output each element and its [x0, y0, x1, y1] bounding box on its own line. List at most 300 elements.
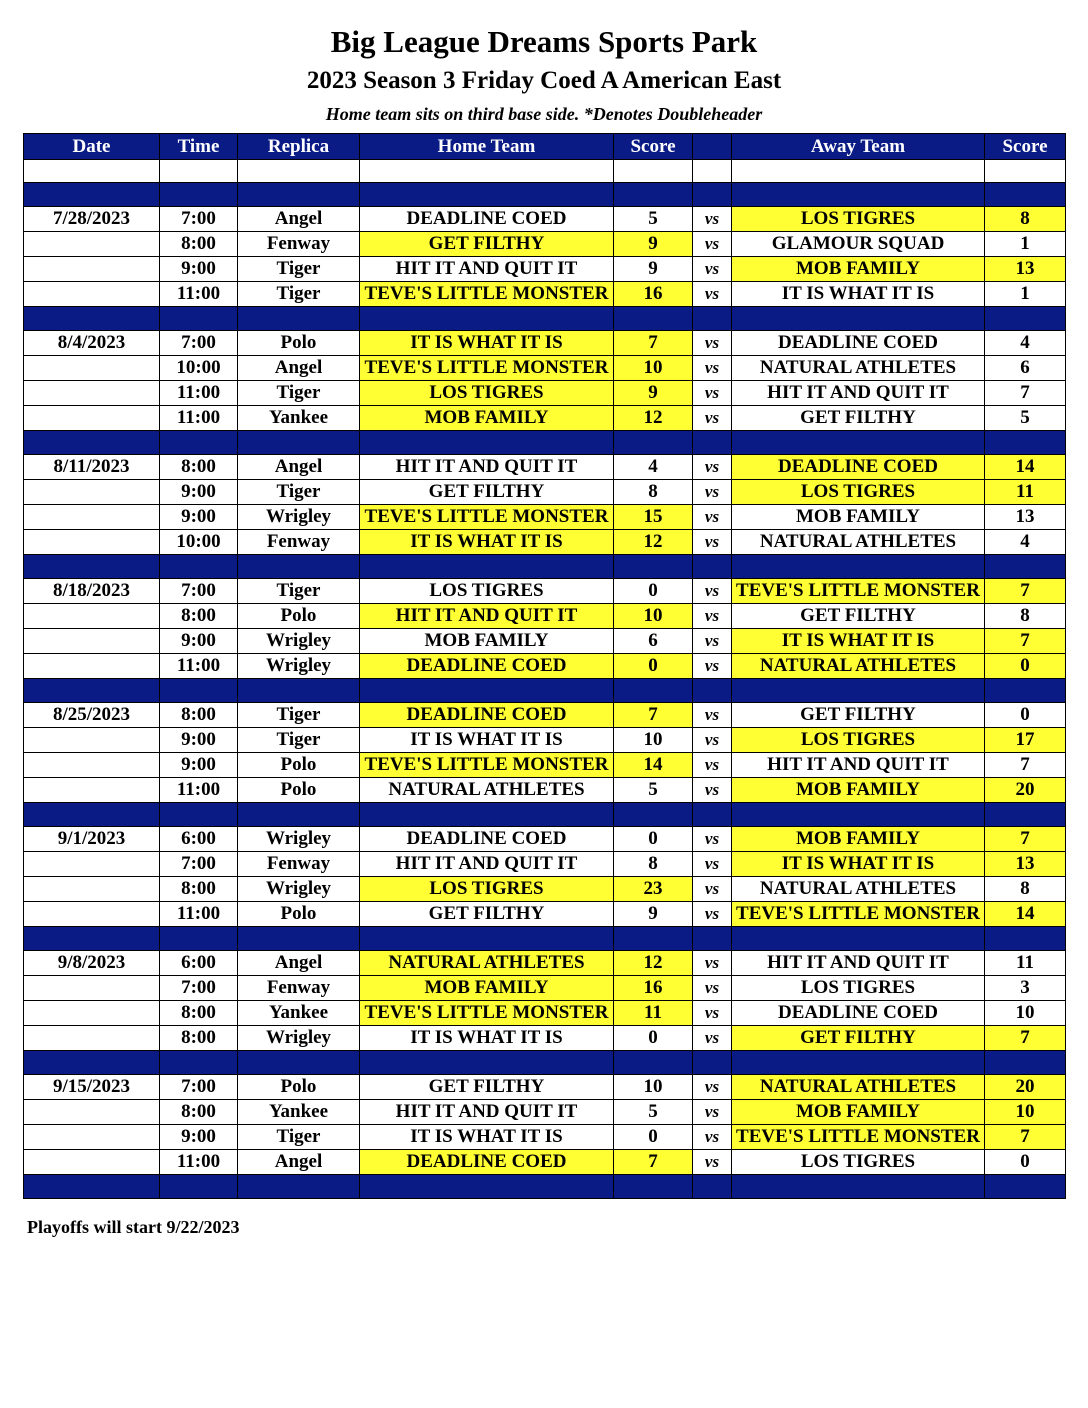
spacer-cell — [160, 183, 238, 207]
home-team: HIT IT AND QUIT IT — [360, 604, 614, 629]
game-time: 8:00 — [160, 703, 238, 728]
spacer-cell — [693, 307, 732, 331]
column-header-away-team: Away Team — [732, 134, 985, 160]
away-team: MOB FAMILY — [732, 778, 985, 803]
game-date — [24, 356, 160, 381]
game-row — [24, 232, 1066, 257]
game-row — [24, 877, 1066, 902]
spacer-cell — [238, 803, 360, 827]
week-divider-band — [24, 927, 1066, 951]
away-score: 11 — [985, 951, 1066, 976]
away-score: 20 — [985, 778, 1066, 803]
game-row — [24, 1026, 1066, 1051]
away-score: 17 — [985, 728, 1066, 753]
home-team: TEVE'S LITTLE MONSTER — [360, 1001, 614, 1026]
vs-label: vs — [693, 852, 732, 877]
spacer-cell — [614, 679, 693, 703]
away-team: DEADLINE COED — [732, 331, 985, 356]
game-time: 9:00 — [160, 480, 238, 505]
game-row — [24, 654, 1066, 679]
home-score: 10 — [614, 1075, 693, 1100]
game-row — [24, 406, 1066, 431]
home-team: DEADLINE COED — [360, 654, 614, 679]
home-team: HIT IT AND QUIT IT — [360, 852, 614, 877]
away-score: 7 — [985, 1125, 1066, 1150]
game-replica-field: Polo — [238, 902, 360, 927]
spacer-cell — [985, 679, 1066, 703]
spacer-cell — [238, 307, 360, 331]
away-team: DEADLINE COED — [732, 1001, 985, 1026]
spacer-cell — [238, 160, 360, 183]
game-date — [24, 753, 160, 778]
away-team: IT IS WHAT IT IS — [732, 629, 985, 654]
game-replica-field: Tiger — [238, 257, 360, 282]
away-team: MOB FAMILY — [732, 505, 985, 530]
spacer-cell — [732, 307, 985, 331]
away-score: 14 — [985, 455, 1066, 480]
game-date: 9/15/2023 — [24, 1075, 160, 1100]
away-team: HIT IT AND QUIT IT — [732, 951, 985, 976]
away-team: DEADLINE COED — [732, 455, 985, 480]
game-date — [24, 282, 160, 307]
column-header-date: Date — [24, 134, 160, 160]
home-score: 16 — [614, 282, 693, 307]
home-score: 8 — [614, 480, 693, 505]
spacer-cell — [614, 160, 693, 183]
spacer-cell — [238, 1175, 360, 1199]
home-score: 0 — [614, 654, 693, 679]
away-team: GLAMOUR SQUAD — [732, 232, 985, 257]
home-team: HIT IT AND QUIT IT — [360, 455, 614, 480]
spacer-cell — [693, 555, 732, 579]
game-replica-field: Tiger — [238, 703, 360, 728]
spacer-cell — [360, 555, 614, 579]
week-divider-band — [24, 679, 1066, 703]
vs-label: vs — [693, 381, 732, 406]
game-replica-field: Tiger — [238, 480, 360, 505]
away-team: IT IS WHAT IT IS — [732, 852, 985, 877]
game-row — [24, 852, 1066, 877]
spacer-cell — [360, 803, 614, 827]
away-score: 1 — [985, 232, 1066, 257]
game-row — [24, 480, 1066, 505]
game-date — [24, 480, 160, 505]
spacer-cell — [360, 160, 614, 183]
vs-label: vs — [693, 654, 732, 679]
home-score: 5 — [614, 778, 693, 803]
away-score: 7 — [985, 827, 1066, 852]
spacer-cell — [614, 1175, 693, 1199]
vs-label: vs — [693, 579, 732, 604]
home-score: 16 — [614, 976, 693, 1001]
home-score: 0 — [614, 827, 693, 852]
game-row — [24, 976, 1066, 1001]
game-time: 8:00 — [160, 604, 238, 629]
home-score: 4 — [614, 455, 693, 480]
game-time: 11:00 — [160, 381, 238, 406]
vs-label: vs — [693, 902, 732, 927]
game-replica-field: Wrigley — [238, 654, 360, 679]
game-replica-field: Polo — [238, 331, 360, 356]
vs-label: vs — [693, 1125, 732, 1150]
home-team: IT IS WHAT IT IS — [360, 1125, 614, 1150]
home-team: DEADLINE COED — [360, 827, 614, 852]
away-score: 11 — [985, 480, 1066, 505]
away-score: 13 — [985, 852, 1066, 877]
game-date — [24, 505, 160, 530]
home-score: 10 — [614, 728, 693, 753]
spacer-cell — [693, 1175, 732, 1199]
spacer-cell — [238, 927, 360, 951]
week-divider-band — [24, 307, 1066, 331]
game-row — [24, 827, 1066, 852]
away-team: LOS TIGRES — [732, 976, 985, 1001]
spacer-cell — [985, 555, 1066, 579]
game-row — [24, 356, 1066, 381]
game-replica-field: Wrigley — [238, 505, 360, 530]
spacer-cell — [360, 307, 614, 331]
away-score: 10 — [985, 1100, 1066, 1125]
game-date: 8/4/2023 — [24, 331, 160, 356]
game-time: 7:00 — [160, 852, 238, 877]
game-date — [24, 232, 160, 257]
game-time: 7:00 — [160, 331, 238, 356]
vs-label: vs — [693, 282, 732, 307]
spacer-cell — [24, 555, 160, 579]
home-score: 7 — [614, 1150, 693, 1175]
spacer-cell — [985, 803, 1066, 827]
away-score: 20 — [985, 1075, 1066, 1100]
vs-label: vs — [693, 827, 732, 852]
game-time: 8:00 — [160, 1026, 238, 1051]
spacer-cell — [732, 1051, 985, 1075]
home-team: TEVE'S LITTLE MONSTER — [360, 505, 614, 530]
game-date: 9/8/2023 — [24, 951, 160, 976]
game-time: 10:00 — [160, 530, 238, 555]
away-score: 14 — [985, 902, 1066, 927]
home-score: 12 — [614, 530, 693, 555]
home-score: 11 — [614, 1001, 693, 1026]
column-header-away-score: Score — [985, 134, 1066, 160]
game-time: 8:00 — [160, 232, 238, 257]
spacer-cell — [614, 1051, 693, 1075]
vs-label: vs — [693, 207, 732, 232]
spacer-cell — [160, 679, 238, 703]
game-time: 9:00 — [160, 629, 238, 654]
spacer-cell — [24, 927, 160, 951]
game-replica-field: Fenway — [238, 232, 360, 257]
vs-label: vs — [693, 455, 732, 480]
column-header-replica: Replica — [238, 134, 360, 160]
home-team: MOB FAMILY — [360, 629, 614, 654]
vs-label: vs — [693, 976, 732, 1001]
game-date — [24, 1026, 160, 1051]
vs-label: vs — [693, 1026, 732, 1051]
spacer-cell — [160, 803, 238, 827]
game-time: 8:00 — [160, 1100, 238, 1125]
game-row — [24, 753, 1066, 778]
home-team: GET FILTHY — [360, 902, 614, 927]
spacer-cell — [693, 431, 732, 455]
spacer-cell — [693, 1051, 732, 1075]
home-team: DEADLINE COED — [360, 1150, 614, 1175]
vs-label: vs — [693, 356, 732, 381]
spacer-cell — [693, 927, 732, 951]
spacer-cell — [360, 183, 614, 207]
game-row — [24, 703, 1066, 728]
game-time: 9:00 — [160, 1125, 238, 1150]
vs-label: vs — [693, 778, 732, 803]
away-score: 13 — [985, 257, 1066, 282]
page-title: Big League Dreams Sports Park — [330, 24, 758, 59]
game-date — [24, 976, 160, 1001]
game-replica-field: Yankee — [238, 406, 360, 431]
spacer-cell — [360, 927, 614, 951]
vs-label: vs — [693, 331, 732, 356]
game-date — [24, 381, 160, 406]
away-team: MOB FAMILY — [732, 827, 985, 852]
spacer-cell — [614, 431, 693, 455]
spacer-cell — [24, 803, 160, 827]
game-date — [24, 877, 160, 902]
home-team: IT IS WHAT IT IS — [360, 331, 614, 356]
game-replica-field: Polo — [238, 604, 360, 629]
home-score: 5 — [614, 1100, 693, 1125]
game-time: 11:00 — [160, 902, 238, 927]
vs-label: vs — [693, 728, 732, 753]
game-replica-field: Angel — [238, 356, 360, 381]
away-team: HIT IT AND QUIT IT — [732, 753, 985, 778]
game-date — [24, 852, 160, 877]
away-score: 8 — [985, 877, 1066, 902]
home-score: 15 — [614, 505, 693, 530]
game-replica-field: Polo — [238, 778, 360, 803]
vs-label: vs — [693, 1075, 732, 1100]
spacer-cell — [24, 160, 160, 183]
game-row — [24, 579, 1066, 604]
away-team: NATURAL ATHLETES — [732, 530, 985, 555]
blank-row — [24, 160, 1066, 183]
game-replica-field: Fenway — [238, 852, 360, 877]
away-team: LOS TIGRES — [732, 728, 985, 753]
home-score: 6 — [614, 629, 693, 654]
spacer-cell — [693, 803, 732, 827]
away-team: IT IS WHAT IT IS — [732, 282, 985, 307]
away-team: LOS TIGRES — [732, 207, 985, 232]
game-date: 8/25/2023 — [24, 703, 160, 728]
spacer-cell — [732, 679, 985, 703]
home-score: 12 — [614, 951, 693, 976]
game-row — [24, 1125, 1066, 1150]
game-date — [24, 1100, 160, 1125]
away-score: 7 — [985, 753, 1066, 778]
spacer-cell — [24, 183, 160, 207]
away-score: 7 — [985, 579, 1066, 604]
away-score: 0 — [985, 703, 1066, 728]
spacer-cell — [732, 431, 985, 455]
away-team: GET FILTHY — [732, 1026, 985, 1051]
game-time: 6:00 — [160, 827, 238, 852]
spacer-cell — [160, 555, 238, 579]
game-replica-field: Angel — [238, 1150, 360, 1175]
game-time: 9:00 — [160, 257, 238, 282]
away-team: GET FILTHY — [732, 604, 985, 629]
game-replica-field: Yankee — [238, 1100, 360, 1125]
spacer-cell — [160, 431, 238, 455]
game-time: 9:00 — [160, 753, 238, 778]
game-replica-field: Fenway — [238, 976, 360, 1001]
away-score: 10 — [985, 1001, 1066, 1026]
home-team: NATURAL ATHLETES — [360, 778, 614, 803]
week-divider-band — [24, 803, 1066, 827]
vs-label: vs — [693, 232, 732, 257]
home-team: MOB FAMILY — [360, 406, 614, 431]
away-score: 3 — [985, 976, 1066, 1001]
away-score: 1 — [985, 282, 1066, 307]
game-row — [24, 530, 1066, 555]
home-team: GET FILTHY — [360, 1075, 614, 1100]
home-team: LOS TIGRES — [360, 381, 614, 406]
spacer-cell — [238, 555, 360, 579]
away-team: NATURAL ATHLETES — [732, 1075, 985, 1100]
spacer-cell — [985, 927, 1066, 951]
game-time: 10:00 — [160, 356, 238, 381]
home-team: IT IS WHAT IT IS — [360, 1026, 614, 1051]
spacer-cell — [238, 183, 360, 207]
spacer-cell — [985, 160, 1066, 183]
spacer-cell — [160, 1051, 238, 1075]
spacer-cell — [693, 679, 732, 703]
spacer-cell — [732, 927, 985, 951]
home-score: 10 — [614, 604, 693, 629]
away-score: 0 — [985, 654, 1066, 679]
game-date — [24, 1125, 160, 1150]
spacer-cell — [160, 307, 238, 331]
away-team: NATURAL ATHLETES — [732, 877, 985, 902]
vs-label: vs — [693, 257, 732, 282]
spacer-cell — [238, 1051, 360, 1075]
game-replica-field: Fenway — [238, 530, 360, 555]
spacer-cell — [360, 679, 614, 703]
page-subtitle: 2023 Season 3 Friday Coed A American East — [306, 67, 782, 94]
vs-label: vs — [693, 629, 732, 654]
game-date — [24, 530, 160, 555]
game-date — [24, 257, 160, 282]
game-replica-field: Polo — [238, 753, 360, 778]
game-replica-field: Angel — [238, 207, 360, 232]
game-replica-field: Polo — [238, 1075, 360, 1100]
away-team: GET FILTHY — [732, 703, 985, 728]
game-time: 9:00 — [160, 505, 238, 530]
spacer-cell — [614, 927, 693, 951]
game-row — [24, 629, 1066, 654]
week-divider-band — [24, 183, 1066, 207]
game-row — [24, 778, 1066, 803]
home-score: 9 — [614, 381, 693, 406]
home-team: GET FILTHY — [360, 480, 614, 505]
game-replica-field: Angel — [238, 951, 360, 976]
spacer-cell — [614, 183, 693, 207]
spacer-cell — [160, 927, 238, 951]
game-time: 11:00 — [160, 282, 238, 307]
spacer-cell — [160, 1175, 238, 1199]
spacer-cell — [24, 431, 160, 455]
home-score: 9 — [614, 232, 693, 257]
home-team: DEADLINE COED — [360, 207, 614, 232]
away-score: 8 — [985, 207, 1066, 232]
playoffs-note: Playoffs will start 9/22/2023 — [27, 1217, 240, 1237]
spacer-cell — [24, 1051, 160, 1075]
game-time: 7:00 — [160, 207, 238, 232]
game-date — [24, 902, 160, 927]
game-replica-field: Wrigley — [238, 1026, 360, 1051]
spacer-cell — [985, 183, 1066, 207]
home-team: HIT IT AND QUIT IT — [360, 257, 614, 282]
spacer-cell — [614, 555, 693, 579]
away-team: LOS TIGRES — [732, 1150, 985, 1175]
vs-label: vs — [693, 530, 732, 555]
column-header-time: Time — [160, 134, 238, 160]
vs-label: vs — [693, 480, 732, 505]
spacer-cell — [732, 1175, 985, 1199]
away-team: GET FILTHY — [732, 406, 985, 431]
spacer-cell — [732, 183, 985, 207]
spacer-cell — [614, 803, 693, 827]
spacer-cell — [24, 1175, 160, 1199]
game-time: 11:00 — [160, 1150, 238, 1175]
vs-label: vs — [693, 1100, 732, 1125]
home-team: TEVE'S LITTLE MONSTER — [360, 753, 614, 778]
spacer-cell — [732, 160, 985, 183]
game-date — [24, 778, 160, 803]
game-date — [24, 406, 160, 431]
home-team: DEADLINE COED — [360, 703, 614, 728]
home-score: 23 — [614, 877, 693, 902]
game-date — [24, 629, 160, 654]
game-replica-field: Tiger — [238, 728, 360, 753]
game-date — [24, 1150, 160, 1175]
home-score: 14 — [614, 753, 693, 778]
game-date: 8/11/2023 — [24, 455, 160, 480]
week-divider-band — [24, 1051, 1066, 1075]
home-score: 7 — [614, 703, 693, 728]
away-team: NATURAL ATHLETES — [732, 356, 985, 381]
vs-label: vs — [693, 406, 732, 431]
week-divider-band — [24, 431, 1066, 455]
week-divider-band — [24, 555, 1066, 579]
game-date — [24, 654, 160, 679]
game-time: 8:00 — [160, 1001, 238, 1026]
away-score: 13 — [985, 505, 1066, 530]
spacer-cell — [614, 307, 693, 331]
away-score: 7 — [985, 381, 1066, 406]
vs-label: vs — [693, 951, 732, 976]
game-row — [24, 207, 1066, 232]
away-score: 4 — [985, 331, 1066, 356]
home-team: MOB FAMILY — [360, 976, 614, 1001]
home-score: 7 — [614, 331, 693, 356]
home-team: IT IS WHAT IT IS — [360, 728, 614, 753]
column-header-home-score: Score — [614, 134, 693, 160]
game-date: 8/18/2023 — [24, 579, 160, 604]
game-time: 6:00 — [160, 951, 238, 976]
game-row — [24, 1001, 1066, 1026]
home-team: TEVE'S LITTLE MONSTER — [360, 356, 614, 381]
game-row — [24, 728, 1066, 753]
away-score: 0 — [985, 1150, 1066, 1175]
game-time: 7:00 — [160, 976, 238, 1001]
home-score: 9 — [614, 257, 693, 282]
